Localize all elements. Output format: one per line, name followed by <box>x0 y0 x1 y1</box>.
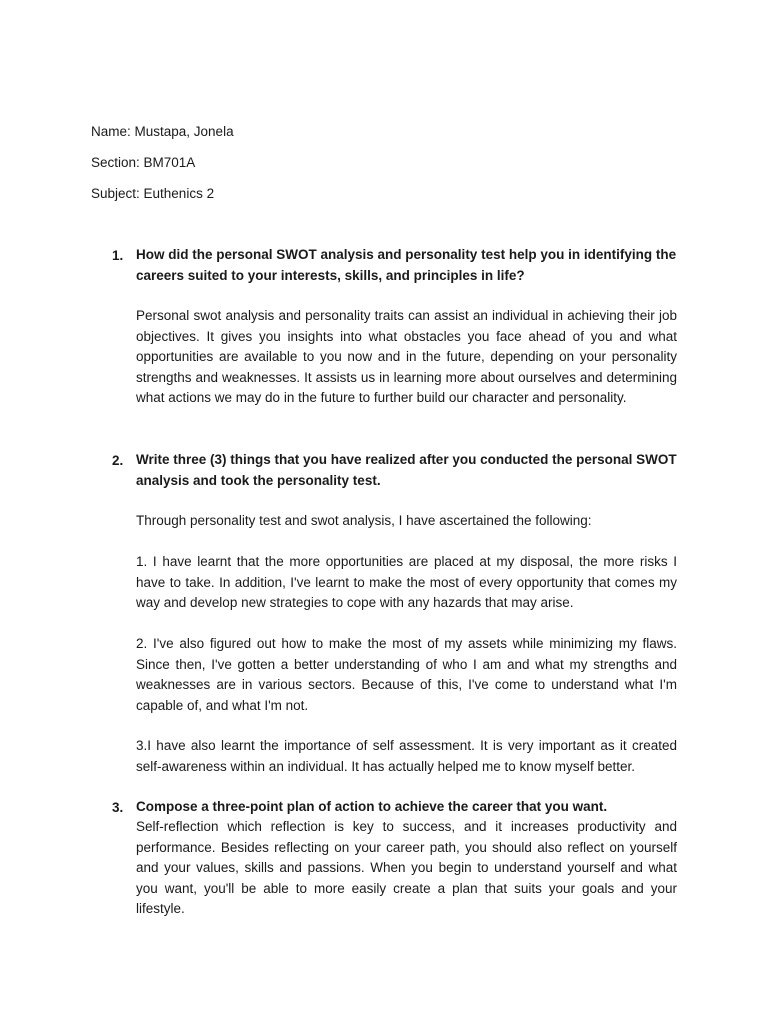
student-name: Name: Mustapa, Jonela <box>91 124 234 139</box>
answer-point: 2. I've also figured out how to make the most of my assets while minimizing my flaws. Since then, I've gotten a better understanding of who I am and what my strengths and weaknesses are in various sectors. Because of this, I've come to understand what I'm capable of, and what I'm not. <box>136 636 677 713</box>
question-number: 3. <box>112 800 124 815</box>
question-text: Write three (3) things that you have realized after you conducted the personal SWOT analysis and took the personality test. <box>136 452 677 488</box>
answer-paragraph: Self-reflection which reflection is key to success, and it increases productivity and performance. Besides reflecting on your career path, you should also reflect on yourself and your values, skills and passions. When you begin to understand yourself and what you want, you'll be able to more easily create a plan that suits your goals and your lifestyle. <box>136 819 677 917</box>
answer-point: 1. I have learnt that the more opportunities are placed at my disposal, the more risks I have to take. In addition, I've learnt to make the most of every opportunity that comes my way and develop new strategies to cope with any hazards that may arise. <box>136 554 677 611</box>
answer-point: 3.I have also learnt the importance of self assessment. It is very important as it created self-awareness within an individual. It has actually helped me to know myself better. <box>136 738 677 774</box>
subject: Subject: Euthenics 2 <box>91 186 215 201</box>
student-section: Section: BM701A <box>91 155 196 170</box>
question-text: How did the personal SWOT analysis and personality test help you in identifying the careers suited to your interests, skills, and principles in life? <box>136 247 677 283</box>
answer-intro: Through personality test and swot analysis, I have ascertained the following: <box>136 513 592 528</box>
question-number: 2. <box>112 453 124 468</box>
question-number: 1. <box>112 248 124 263</box>
answer-paragraph: Personal swot analysis and personality traits can assist an individual in achieving their job objectives. It gives you insights into what obstacles you face ahead of you and what opportunities are available to you now and in the future, depending on your personality strengths and weaknesses. It assists us in learning more about ourselves and determining what actions we may do in the future to further build our character and personality. <box>136 308 677 406</box>
question-text: Compose a three-point plan of action to achieve the career that you want. <box>136 799 608 814</box>
